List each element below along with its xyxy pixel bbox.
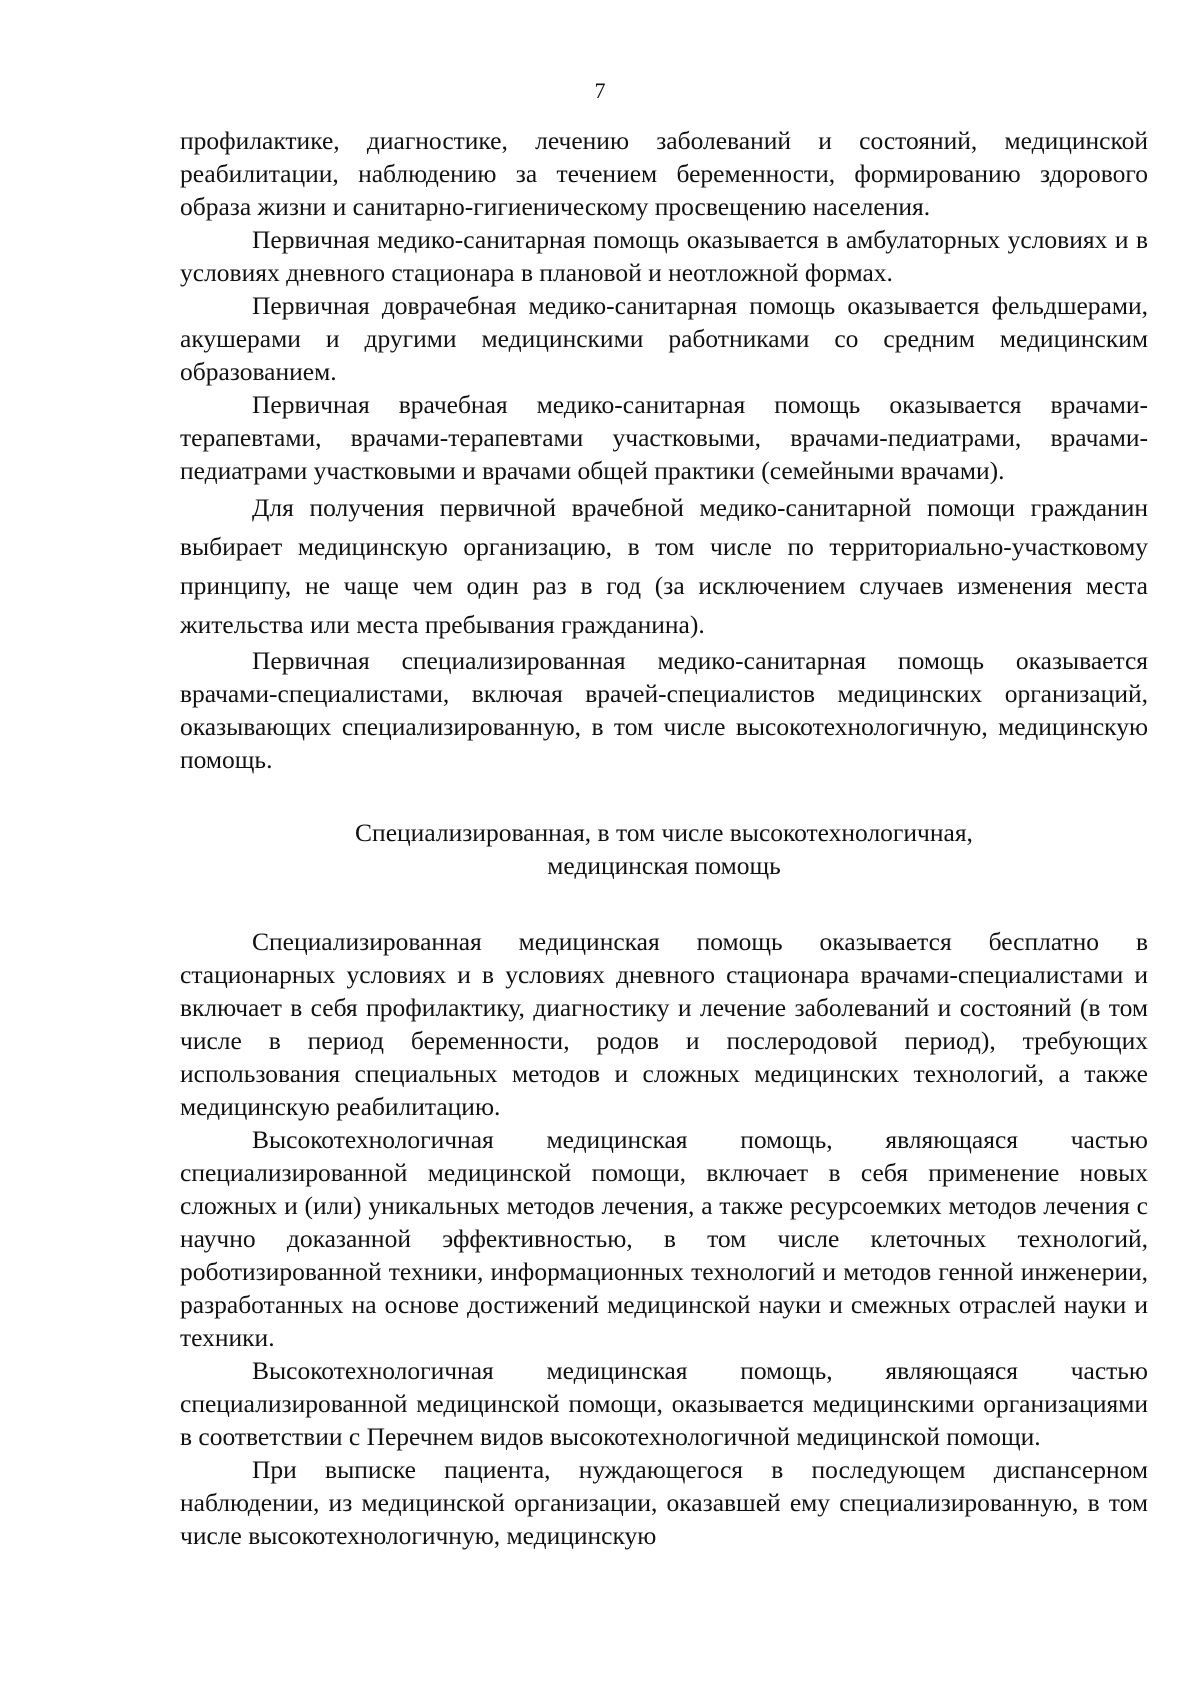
paragraph-primary-care-forms: Первичная медико-санитарная помощь оказывается в амбулаторных условиях и в условиях дневного стационара в плановой и неотложной формах. — [180, 225, 1148, 287]
document-body — [180, 124, 1148, 1552]
section-heading-line-1: Специализированная, в том числе высокотехнологичная, — [355, 818, 973, 847]
paragraph-specialized-primary-care: Первичная специализированная медико-санитарная помощь оказывается врачами-специалистами, включая врачей-специалистов медицинских организаций, оказывающих специализированную, в том числе высокотехнологичную, медицинскую помощь. — [180, 646, 1148, 774]
page-number: 7 — [594, 78, 606, 103]
paragraph-choice-of-organization: Для получения первичной врачебной медико-санитарной помощи гражданин выбирает медицинскую организацию, в том числе по территориально-участковому принципу, не чаще чем один раз в год (за исключением случаев изменения места жительства или места пребывания гражданина). — [180, 493, 1148, 639]
paragraph-high-tech-care-list: Высокотехнологичная медицинская помощь, являющаяся частью специализированной медицинской помощи, оказывается медицинскими организациями в соответствии с Перечнем видов высокотехнологичной медицинской помощи. — [180, 1356, 1148, 1451]
paragraph-pre-doctor-care: Первичная доврачебная медико-санитарная помощь оказывается фельдшерами, акушерами и другими медицинскими работниками со средним медицинским образованием. — [180, 291, 1148, 386]
paragraph-patient-discharge: При выписке пациента, нуждающегося в последующем диспансерном наблюдении, из медицинской организации, оказавшей ему специализированную, в том числе высокотехнологичную, медицинскую — [180, 1455, 1148, 1550]
section-heading-line-2: медицинская помощь — [547, 851, 781, 880]
paragraph-prevention-continuation: профилактике, диагностике, лечению заболеваний и состояний, медицинской реабилитации, наблюдению за течением беременности, формированию здорового образа жизни и санитарно-гигиеническому просвещению населения. — [180, 126, 1148, 221]
paragraph-specialized-care: Специализированная медицинская помощь оказывается бесплатно в стационарных условиях и в условиях дневного стационара врачами-специалистами и включает в себя профилактику, диагностику и лечение заболеваний и состояний (в том числе в период беременности, родов и послеродовой период), требующих использования специальных методов и сложных медицинских технологий, а также медицинскую реабилитацию. — [180, 927, 1148, 1121]
paragraph-doctor-primary-care: Первичная врачебная медико-санитарная помощь оказывается врачами-терапевтами, врачами-терапевтами участковыми, врачами-педиатрами, врачами-педиатрами участковыми и врачами общей практики (семейными врачами). — [180, 390, 1148, 485]
section-heading — [180, 816, 1148, 882]
paragraph-high-tech-care-methods: Высокотехнологичная медицинская помощь, являющаяся частью специализированной медицинской помощи, включает в себя применение новых сложных и (или) уникальных методов лечения, а также ресурсоемких методов лечения с научно доказанной эффективностью, в том числе клеточных технологий, роботизированной техники, информационных технологий и методов генной инженерии, разработанных на основе достижений медицинской науки и смежных отраслей науки и техники. — [180, 1125, 1148, 1352]
